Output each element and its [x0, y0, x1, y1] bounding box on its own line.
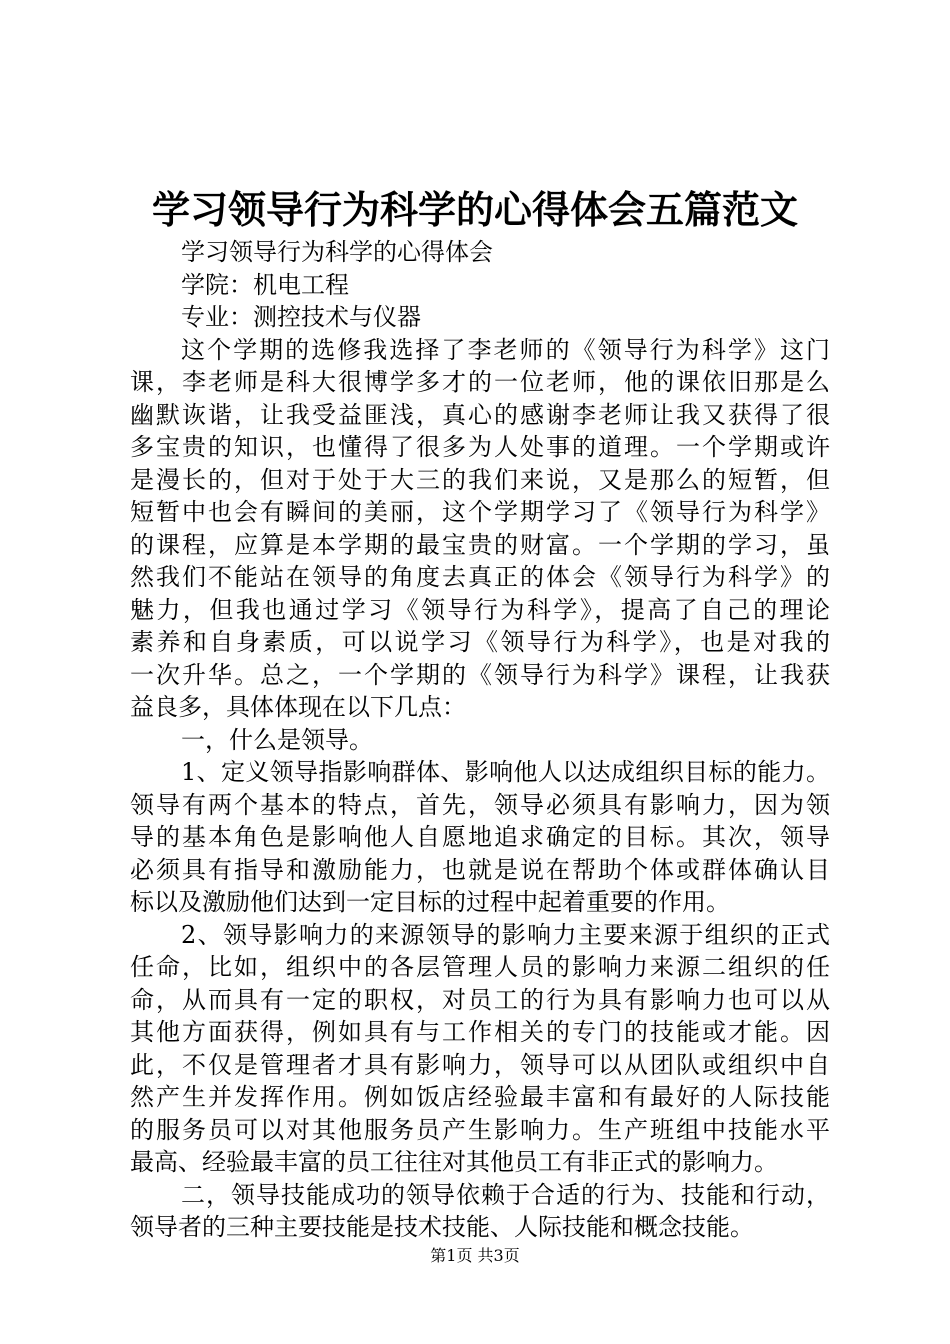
paragraph: [130, 756, 830, 919]
document-title: 学习领导行为科学的心得体会五篇范文: [151, 187, 798, 232]
paragraph-line: 1、定义领导指影响群体、影响他人以达成组织目标的能力。: [181, 758, 830, 786]
paragraph-line: 然产生并发挥作用。例如饭店经验最丰富和有最好的人际技能: [130, 1083, 830, 1111]
paragraph-line: 必须具有指导和激励能力，也就是说在帮助个体或群体确认目: [130, 855, 830, 884]
paragraph-line: 短暂中也会有瞬间的美丽，这个学期学习了《领导行为科学》: [130, 498, 830, 526]
paragraph-line: 多宝贵的知识，也懂得了很多为人处事的道理。一个学期或许: [130, 433, 830, 461]
college-line: 学院：机电工程: [181, 270, 349, 299]
document-subtitle: 学习领导行为科学的心得体会: [181, 238, 493, 266]
paragraph-line: 导的基本角色是影响他人自愿地追求确定的目标。其次，领导: [130, 823, 830, 851]
paragraph-line: 素养和自身素质，可以说学习《领导行为科学》，也是对我的: [130, 628, 830, 656]
paragraph-line: 是漫长的，但对于处于大三的我们来说，又是那么的短暂，但: [130, 465, 830, 494]
paragraph-line: 这个学期的选修我选择了李老师的《领导行为科学》这门: [181, 335, 830, 364]
paragraph-line: 领导者的三种主要技能是技术技能、人际技能和概念技能。: [130, 1213, 754, 1241]
paragraph-line: 2、领导影响力的来源领导的影响力主要来源于组织的正式: [181, 920, 830, 949]
paragraph-line: 标以及激励他们达到一定目标的过程中起着重要的作用。: [130, 888, 730, 916]
paragraph-line: 的课程，应算是本学期的最宝贵的财富。一个学期的学习，虽: [130, 530, 830, 559]
paragraph-line: 然我们不能站在领导的角度去真正的体会《领导行为科学》的: [130, 563, 830, 591]
paragraph-line: 一次升华。总之，一个学期的《领导行为科学》课程，让我获: [130, 660, 830, 689]
paragraph: [130, 1179, 830, 1244]
paragraph-line: 幽默诙谐，让我受益匪浅，真心的感谢李老师让我又获得了很: [130, 400, 830, 429]
paragraph-line: 课，李老师是科大很博学多才的一位老师，他的课依旧那是么: [130, 368, 830, 396]
paragraph-line: 其他方面获得，例如具有与工作相关的专门的技能或才能。因: [130, 1018, 830, 1046]
paragraph: [130, 334, 830, 724]
paragraph-line: 领导有两个基本的特点，首先，领导必须具有影响力，因为领: [130, 790, 830, 819]
paragraph: [130, 724, 830, 757]
paragraph-line: 一，什么是领导。: [181, 725, 373, 754]
paragraph-line: 的服务员可以对其他服务员产生影响力。生产班组中技能水平: [130, 1115, 830, 1144]
paragraph-line: 最高、经验最丰富的员工往往对其他员工有非正式的影响力。: [130, 1148, 778, 1176]
paragraph-line: 二，领导技能成功的领导依赖于合适的行为、技能和行动，: [181, 1180, 830, 1209]
paragraph-line: 益良多，具体体现在以下几点：: [130, 693, 466, 721]
page-footer: 第1页 共3页: [430, 1246, 520, 1265]
paragraph-line: 魅力，但我也通过学习《领导行为科学》，提高了自己的理论: [130, 595, 830, 624]
paragraph-list: [130, 334, 830, 1244]
paragraph: [130, 919, 830, 1179]
paragraph-line: 命，从而具有一定的职权，对员工的行为具有影响力也可以从: [130, 985, 830, 1014]
paragraph-line: 此，不仅是管理者才具有影响力，领导可以从团队或组织中自: [130, 1050, 830, 1079]
document-body: [130, 236, 830, 1244]
major-line: 专业：测控技术与仪器: [181, 303, 421, 331]
paragraph-line: 任命，比如，组织中的各层管理人员的影响力来源二组织的任: [130, 953, 830, 981]
